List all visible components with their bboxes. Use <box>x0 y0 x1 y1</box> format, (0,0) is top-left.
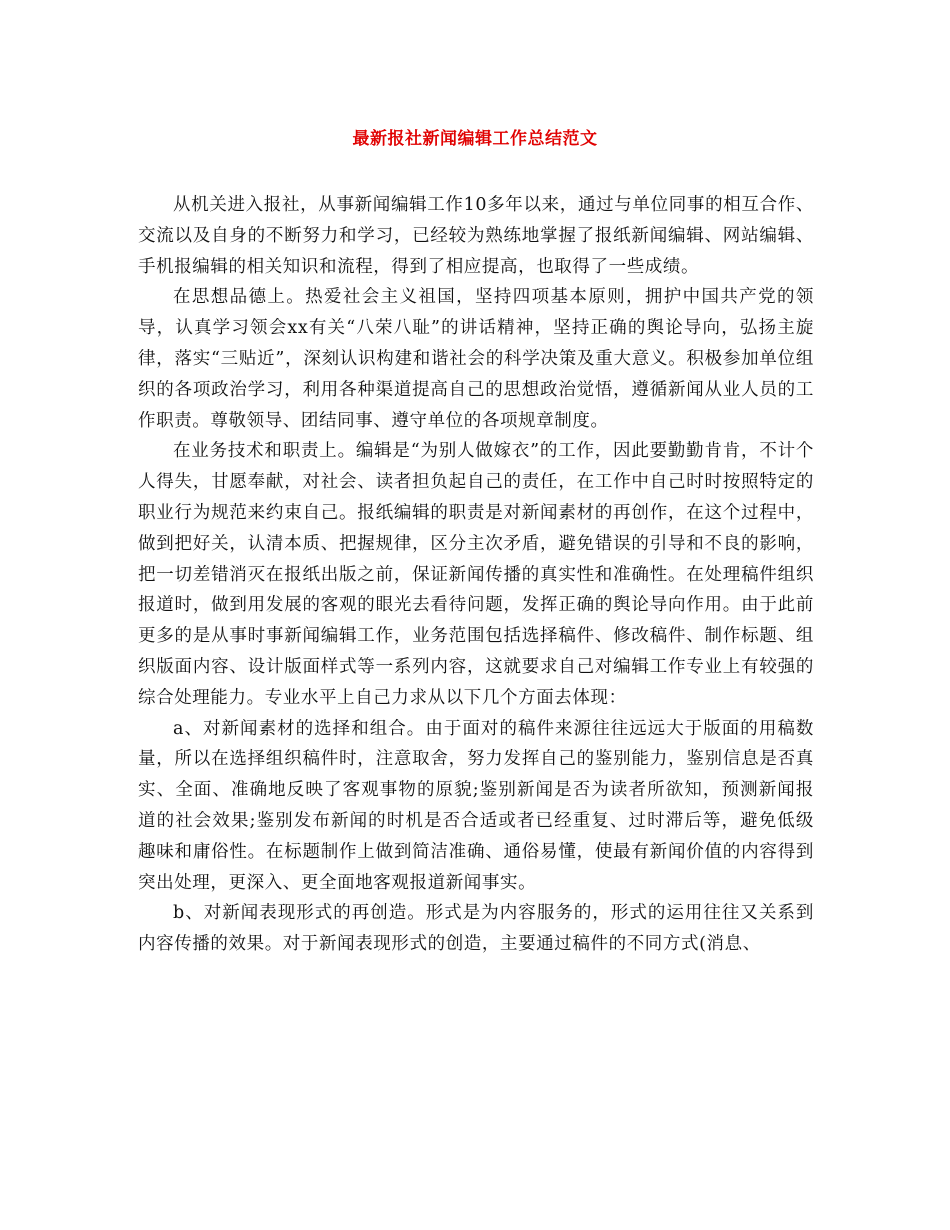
paragraph-item-b: b、对新闻表现形式的再创造。形式是为内容服务的，形式的运用往往又关系到内容传播的效果。对于新闻表现形式的创造，主要通过稿件的不同方式(消息、 <box>138 903 814 955</box>
document-body <box>138 190 814 960</box>
paragraph-intro: 从机关进入报社，从事新闻编辑工作10多年以来，通过与单位同事的相互合作、交流以及自身的不断努力和学习，已经较为熟练地掌握了报纸新闻编辑、网站编辑、手机报编辑的相关知识和流程，得到了相应提高，也取得了一些成绩。 <box>138 195 814 277</box>
paragraph-professional-duties: 在业务技术和职责上。编辑是“为别人做嫁衣”的工作，因此要勤勤肯肯，不计个人得失，甘愿奉献，对社会、读者担负起自己的责任，在工作中自己时时按照特定的职业行为规范来约束自己。报纸编辑的职责是对新闻素材的再创作，在这个过程中，做到把好关，认清本质、把握规律，区分主次矛盾，避免错误的引导和不良的影响，把一切差错消灭在报纸出版之前，保证新闻传播的真实性和准确性。在处理稿件组织报道时，做到用发展的客观的眼光去看待问题，发挥正确的舆论导向作用。由于此前更多的是从事时事新闻编辑工作，业务范围包括选择稿件、修改稿件、制作标题、组织版面内容、设计版面样式等一系列内容，这就要求自己对编辑工作专业上有较强的综合处理能力。专业水平上自己力求从以下几个方面去体现： <box>138 441 814 708</box>
paragraph-item-a: a、对新闻素材的选择和组合。由于面对的稿件来源往往远远大于版面的用稿数量，所以在选择组织稿件时，注意取舍，努力发挥自己的鉴别能力，鉴别信息是否真实、全面、准确地反映了客观事物的原貌;鉴别新闻是否为读者所欲知，预测新闻报道的社会效果;鉴别发布新闻的时机是否合适或者已经重复、过时滞后等，避免低级趣味和庸俗性。在标题制作上做到简洁准确、通俗易懂，使最有新闻价值的内容得到突出处理，更深入、更全面地客观报道新闻事实。 <box>138 718 814 893</box>
paragraph-ideology: 在思想品德上。热爱社会主义祖国，坚持四项基本原则，拥护中国共产党的领导，认真学习领会xx有关“八荣八耻”的讲话精神，坚持正确的舆论导向，弘扬主旋律，落实“三贴近”，深刻认识构建和谐社会的科学决策及重大意义。积极参加单位组织的各项政治学习，利用各种渠道提高自己的思想政治觉悟，遵循新闻从业人员的工作职责。尊敬领导、团结同事、遵守单位的各项规章制度。 <box>138 287 814 431</box>
document-title: 最新报社新闻编辑工作总结范文 <box>352 129 598 149</box>
